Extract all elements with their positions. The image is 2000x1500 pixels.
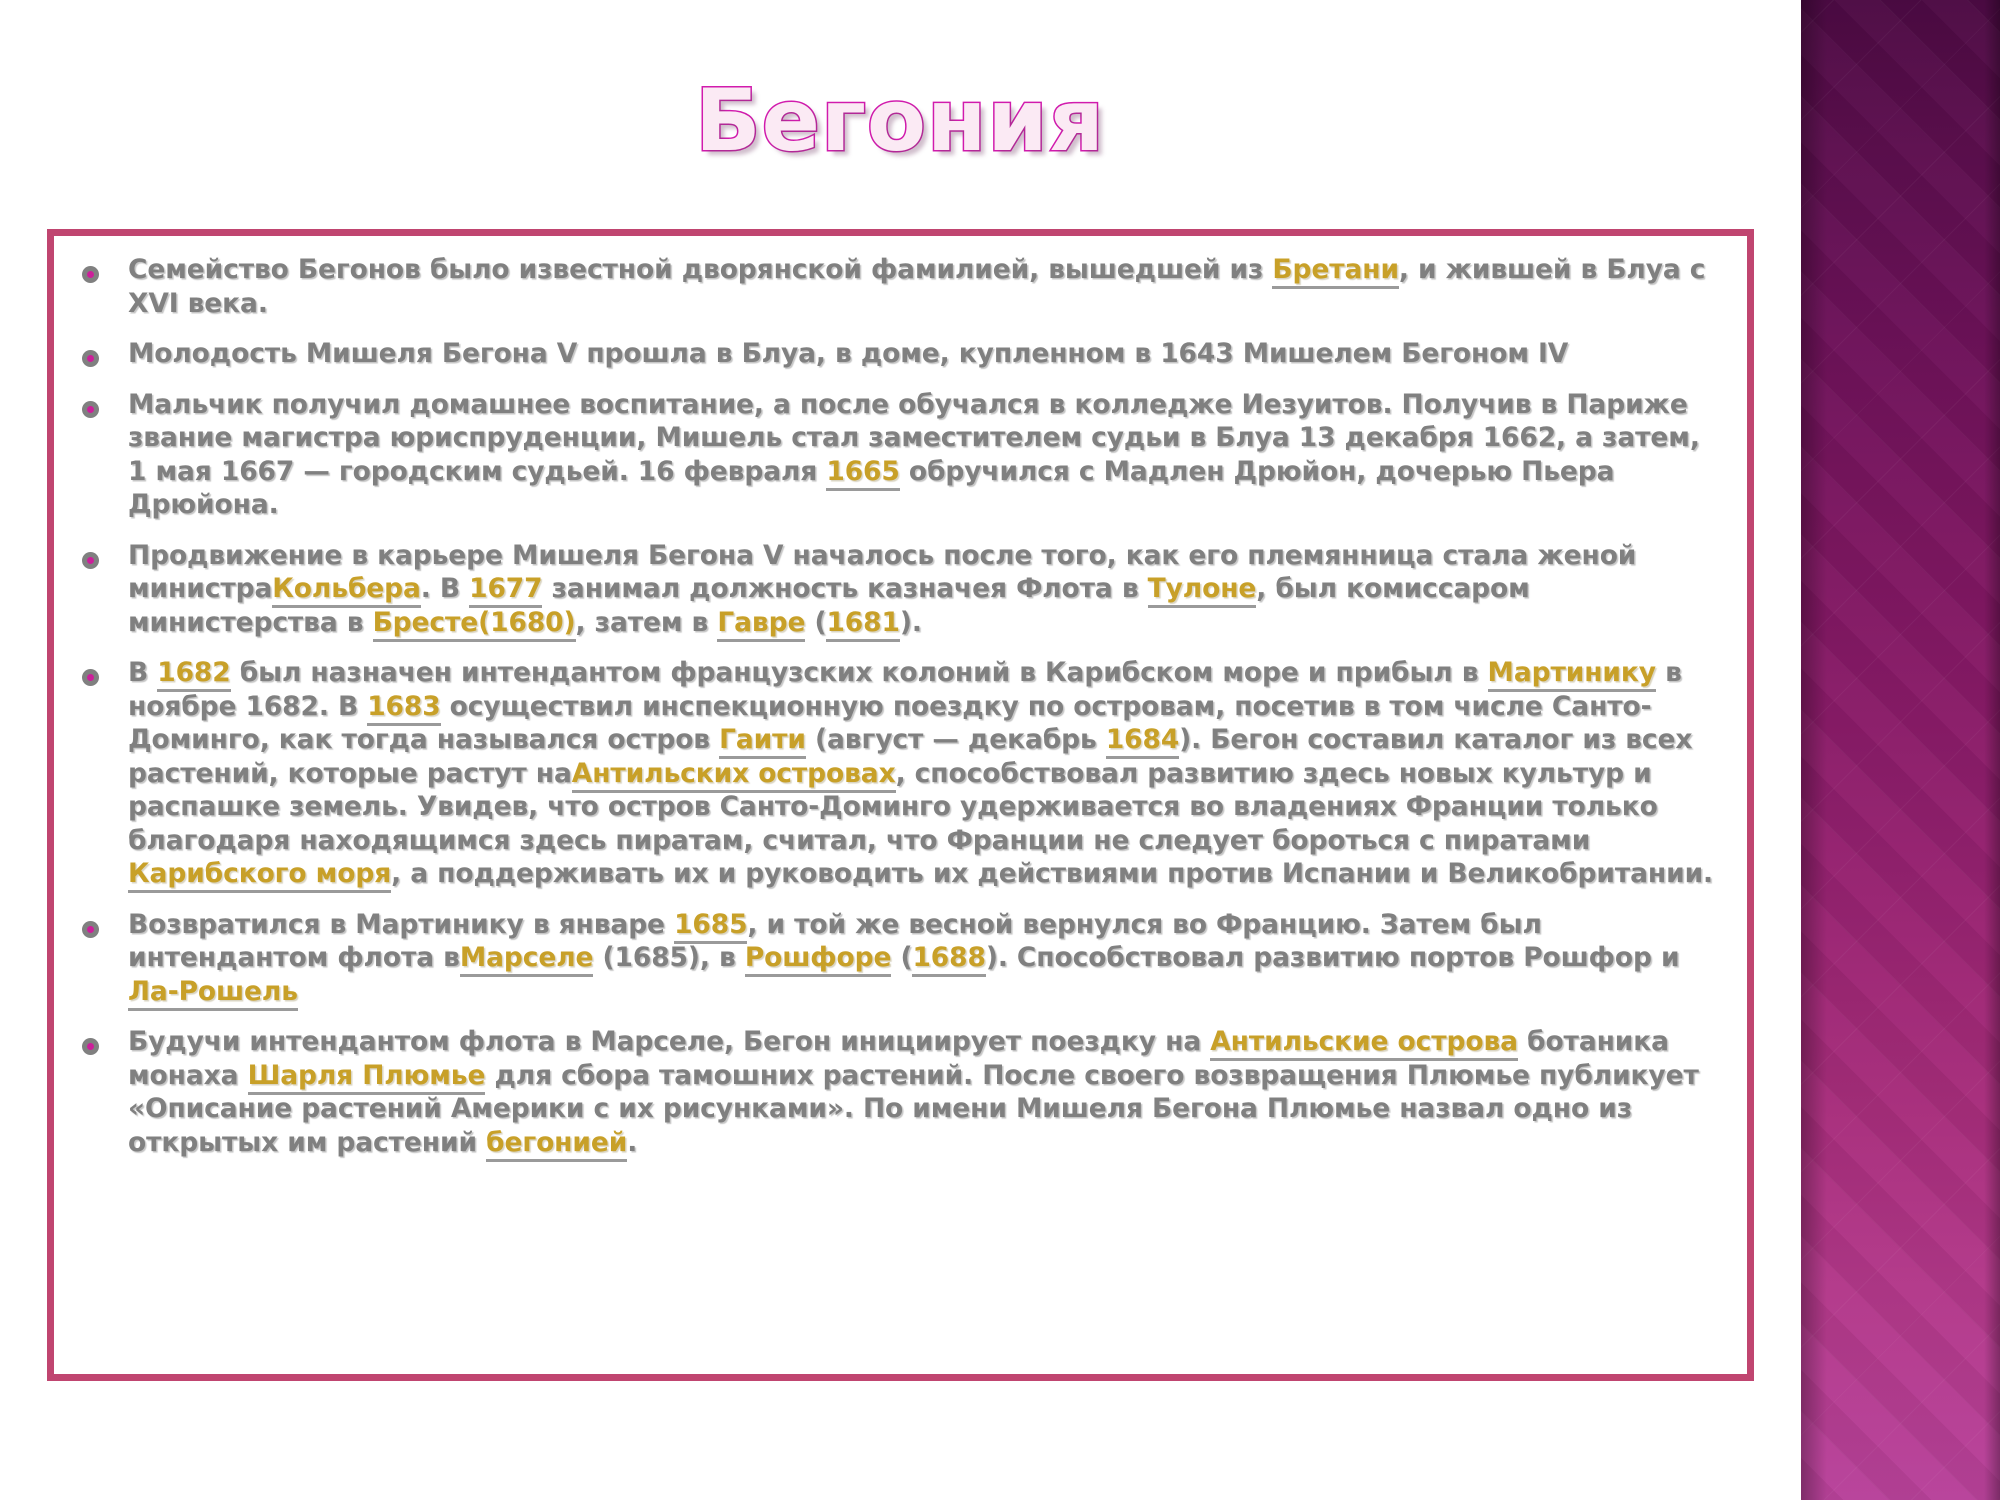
hyperlink[interactable]: Карибского моря	[128, 858, 391, 893]
bullet-text-run: Мальчик получил домашнее воспитание, а после обучался в колледже Иезуитов. Получив в Париже звание магистра юриспруденции, Мишель стал заместителем судьи в Блуа 13 декабря 1662, а затем, 1 мая 1667 — городским судьей. 16 февраля	[128, 388, 1700, 487]
hyperlink[interactable]: Кольбера	[272, 573, 421, 608]
decorative-sidebar	[1801, 0, 2000, 1500]
hyperlink[interactable]: Бретани	[1272, 254, 1399, 289]
bullet-text-run: ботаника монаха	[128, 1026, 1669, 1091]
bullet-dot-icon	[82, 266, 99, 283]
sidebar-left-shadow	[1801, 0, 1827, 1500]
bullet-text-run: Молодость Мишеля Бегона V прошла в Блуа, в доме, купленном в 1643 Мишелем Бегоном IV	[128, 338, 1569, 370]
content-box	[47, 229, 1754, 1381]
bullet-paragraph	[128, 539, 1725, 640]
bullet-dot-icon	[82, 350, 99, 367]
bullet-text-run: Возвратился в Мартинику в январе	[128, 908, 675, 940]
bullet-text-run: осуществил инспекционную поездку по островам, посетив в том числе Санто-Доминго, как тогда назывался остров	[128, 690, 1652, 756]
list-item	[68, 253, 1725, 320]
bullet-text-run: ).	[899, 606, 922, 638]
title-area	[0, 71, 1800, 171]
bullet-text-run: , а поддерживать их и руководить их действиями против Испании и Великобритании.	[391, 858, 1714, 890]
bullet-text-run: ). Бегон составил каталог из всех растений, которые растут на	[128, 724, 1693, 789]
bullet-text-run: для сбора тамошних растений. После своего возвращения Плюмье публикует «Описание растений Америки с их рисунками». По имени Мишеля Бегона Плюмье назвал одно из открытых им растений	[128, 1059, 1699, 1158]
hyperlink[interactable]: Марселе	[460, 942, 594, 977]
bullet-dot-icon	[82, 401, 99, 418]
bullet-text-run: , и той же весной вернулся во Францию. Затем был интендантом флота в	[128, 908, 1542, 974]
bullet-text-run: , способствовал развитию здесь новых культур и распашке земель. Увидев, что остров Санто-Доминго удерживается во владениях Франции только благодаря находящимся здесь пиратам, считал, что Франции не следует бороться с пиратами	[128, 757, 1658, 856]
bullet-text-run: (август — декабрь	[805, 724, 1106, 756]
hyperlink[interactable]: Рошфоре	[745, 942, 892, 977]
bullet-text-run: занимал должность казначея Флота в	[542, 573, 1148, 605]
bullet-text-run: (1685), в	[593, 942, 745, 974]
sidebar-right-shadow	[1984, 0, 2000, 1500]
hyperlink[interactable]: Антильских островах	[572, 758, 896, 793]
list-item	[68, 656, 1725, 891]
hyperlink[interactable]: 1682	[157, 657, 230, 692]
bullet-dot-icon	[82, 669, 99, 686]
hyperlink[interactable]: 1683	[367, 691, 440, 726]
hyperlink[interactable]: 1688	[912, 942, 985, 977]
bullet-paragraph	[128, 656, 1725, 891]
bullet-dot-icon	[82, 552, 99, 569]
bullet-paragraph	[128, 388, 1725, 522]
list-item	[68, 908, 1725, 1009]
list-item	[68, 337, 1725, 371]
hyperlink[interactable]: Гавре	[717, 607, 805, 642]
hyperlink[interactable]: Мартинику	[1488, 657, 1656, 692]
hyperlink[interactable]: 1677	[469, 573, 542, 608]
bullet-text-run: Будучи интендантом флота в Марселе, Бегон инициирует поездку на	[128, 1026, 1211, 1058]
bullet-paragraph	[128, 908, 1725, 1009]
hyperlink[interactable]: Тулоне	[1148, 573, 1257, 608]
list-item	[68, 539, 1725, 640]
bullet-text-run: был назначен интендантом французских колоний в Карибском море и прибыл в	[230, 657, 1488, 689]
hyperlink[interactable]: 1685	[674, 909, 747, 944]
bullet-paragraph	[128, 1025, 1725, 1159]
bullet-text-run: (	[805, 606, 827, 638]
bullet-text-run: обручился с Мадлен Дрюйон, дочерью Пьера Дрюйона.	[128, 455, 1615, 521]
content-inner	[54, 236, 1747, 1169]
list-item	[68, 1025, 1725, 1159]
page-title: Бегония	[695, 71, 1105, 171]
bullet-text-run: в ноябре 1682. В	[128, 657, 1682, 722]
hyperlink[interactable]: бегонией	[486, 1127, 627, 1162]
bullet-text-run: .	[627, 1126, 638, 1158]
hyperlink[interactable]: 1665	[826, 456, 899, 491]
bullet-text-run: , был комиссаром министерства в	[128, 573, 1530, 638]
bullet-text-run: (	[891, 942, 913, 974]
bullet-text-run: . В	[420, 573, 470, 605]
hyperlink[interactable]: Антильские острова	[1210, 1026, 1518, 1061]
bullet-text-run: ). Способствовал развитию портов Рошфор и	[985, 942, 1680, 974]
bullet-text-run: В	[128, 657, 158, 689]
bullet-paragraph	[128, 337, 1725, 371]
hyperlink[interactable]: 1684	[1106, 724, 1179, 759]
hyperlink[interactable]: (1680)	[478, 607, 575, 642]
bullet-text-run: Семейство Бегонов было известной дворянской фамилией, вышедшей из	[128, 254, 1273, 285]
hyperlink[interactable]: Ла-Рошель	[128, 976, 298, 1011]
bullet-text-run: Продвижение в карьере Мишеля Бегона V началось после того, как его племянница стала женой министра	[128, 539, 1637, 605]
list-item	[68, 388, 1725, 522]
bullet-dot-icon	[82, 1038, 99, 1055]
bullet-text-run: , затем в	[575, 606, 718, 638]
bullet-dot-icon	[82, 921, 99, 938]
hyperlink[interactable]: Бресте	[373, 607, 479, 642]
hyperlink[interactable]: 1681	[826, 607, 899, 642]
hyperlink[interactable]: Гаити	[719, 724, 806, 759]
bullet-list	[68, 253, 1725, 1159]
sidebar-diamond-pattern	[1801, 0, 2000, 1500]
hyperlink[interactable]: Шарля Плюмье	[248, 1060, 486, 1095]
bullet-text-run: , и жившей в Блуа с XVI века.	[128, 254, 1706, 319]
bullet-paragraph	[128, 253, 1725, 320]
